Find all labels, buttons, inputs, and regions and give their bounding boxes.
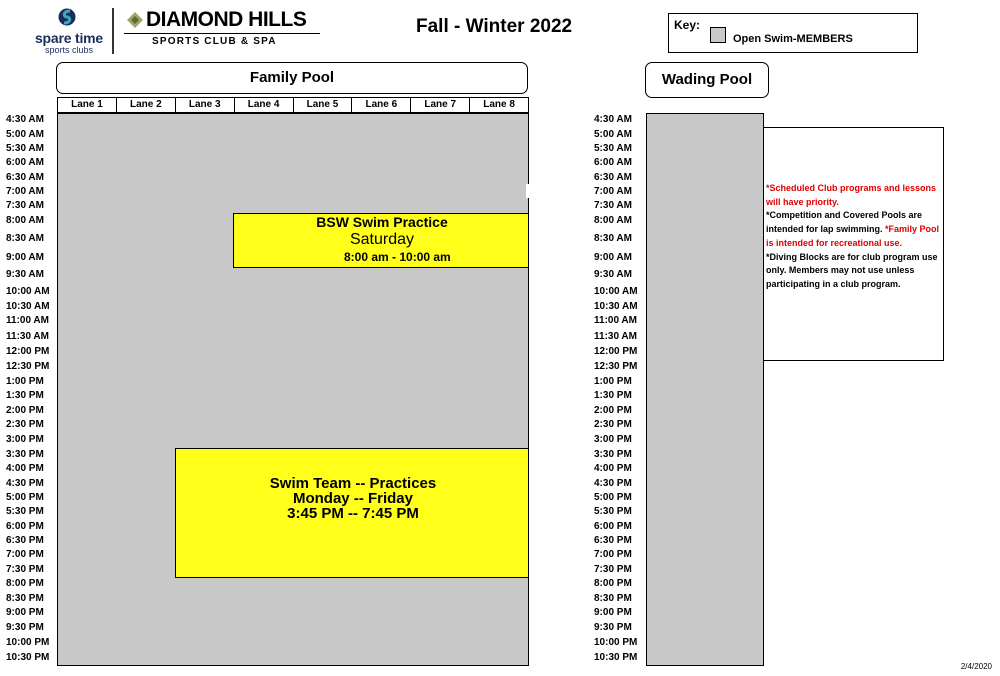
wading-pool-schedule (646, 113, 764, 666)
bsw-time: 8:00 am - 10:00 am (344, 250, 451, 264)
swim-team-time: 3:45 PM -- 7:45 PM (287, 505, 419, 522)
time-label: 6:30 PM (6, 535, 44, 546)
time-label: 11:00 AM (594, 315, 637, 326)
time-label: 10:30 PM (6, 652, 50, 663)
time-label: 8:30 PM (594, 593, 632, 604)
time-label: 6:00 AM (594, 157, 632, 168)
swim-team-days: Monday -- Friday (292, 490, 413, 507)
time-label: 10:30 PM (594, 652, 638, 663)
time-label: 12:00 PM (6, 346, 50, 357)
bsw-day: Saturday (349, 231, 415, 248)
logo-divider (112, 8, 114, 54)
bsw-title: BSW Swim Practice (316, 214, 448, 230)
time-label: 6:30 AM (6, 172, 44, 183)
time-label: 4:30 PM (594, 478, 632, 489)
lane-header-cell: Lane 7 (411, 98, 470, 112)
time-label: 6:00 AM (6, 157, 44, 168)
lane-header-cell: Lane 4 (235, 98, 294, 112)
time-label: 11:30 AM (6, 331, 49, 342)
time-label: 8:00 PM (6, 578, 44, 589)
time-label: 4:30 PM (6, 478, 44, 489)
time-label: 1:00 PM (6, 376, 44, 387)
time-label: 6:30 PM (594, 535, 632, 546)
time-label: 5:00 AM (594, 129, 632, 140)
time-label: 3:30 PM (6, 449, 44, 460)
time-label: 9:30 AM (6, 269, 44, 280)
time-label: 7:30 AM (594, 200, 632, 211)
lane-header-cell: Lane 2 (117, 98, 176, 112)
time-label: 8:30 AM (6, 233, 44, 244)
time-label: 8:00 PM (594, 578, 632, 589)
family-pool-title: Family Pool (56, 62, 528, 94)
logo2-title: DIAMOND HILLS (146, 8, 307, 31)
swim-team-practices-block (175, 448, 529, 578)
logo2-rule (124, 33, 320, 34)
diamond-icon (126, 11, 144, 29)
time-label: 8:00 AM (6, 215, 44, 226)
time-label: 5:30 AM (594, 143, 632, 154)
time-label: 1:00 PM (594, 376, 632, 387)
time-label: 9:30 PM (594, 622, 632, 633)
time-label: 10:30 AM (594, 301, 638, 312)
diamond-hills-logo (124, 10, 320, 52)
swim-team-title: Swim Team -- Practices (269, 475, 437, 492)
time-label: 12:30 PM (6, 361, 50, 372)
time-label: 4:30 AM (594, 114, 632, 125)
time-label: 7:00 PM (594, 549, 632, 560)
time-label: 1:30 PM (6, 390, 44, 401)
time-label: 7:30 PM (594, 564, 632, 575)
time-label: 4:00 PM (6, 463, 44, 474)
lane-header-cell: Lane 6 (352, 98, 411, 112)
lane-header-cell: Lane 3 (176, 98, 235, 112)
time-label: 6:00 PM (594, 521, 632, 532)
time-label: 9:30 AM (594, 269, 632, 280)
lane-header-cell: Lane 5 (294, 98, 353, 112)
time-label: 3:00 PM (6, 434, 44, 445)
time-label: 9:00 AM (6, 252, 44, 263)
time-label: 5:30 PM (6, 506, 44, 517)
legend-key (668, 13, 918, 53)
spare-time-swirl-icon (58, 8, 76, 30)
time-label: 10:00 AM (6, 286, 50, 297)
time-label: 7:30 AM (6, 200, 44, 211)
note-priority: *Scheduled Club programs and lessons will have priority. (766, 183, 937, 207)
open-swim-swatch (710, 27, 726, 43)
spare-time-logo (28, 8, 110, 54)
time-label: 9:30 PM (6, 622, 44, 633)
time-label: 9:00 AM (594, 252, 632, 263)
time-label: 3:30 PM (594, 449, 632, 460)
logo1-line1: spare time (34, 30, 104, 46)
time-label: 5:00 AM (6, 129, 44, 140)
time-label: 7:30 PM (6, 564, 44, 575)
document-date: 2/4/2020 (960, 662, 992, 671)
time-label: 4:30 AM (6, 114, 44, 125)
time-label: 12:30 PM (594, 361, 638, 372)
bsw-swim-practice-block (233, 213, 529, 268)
key-item-label: Open Swim-MEMBERS (733, 33, 853, 45)
lane-header-cell: Lane 8 (483, 99, 515, 110)
time-label: 6:00 PM (6, 521, 44, 532)
time-label: 7:00 PM (6, 549, 44, 560)
time-label: 10:30 AM (6, 301, 50, 312)
lane-header (57, 97, 529, 113)
logo1-line2: sports clubs (44, 45, 94, 55)
time-label: 8:30 PM (6, 593, 44, 604)
note-lap-swimming: *Competition and Covered Pools are intended for lap swimming. (766, 210, 923, 235)
time-label: 5:00 PM (594, 492, 632, 503)
time-label: 10:00 PM (6, 637, 50, 648)
time-label: 11:00 AM (6, 315, 49, 326)
time-label: 2:30 PM (594, 419, 632, 430)
time-label: 11:30 AM (594, 331, 637, 342)
time-label: 8:30 AM (594, 233, 632, 244)
note-diving-blocks: *Diving Blocks are for club program use only. Members may not use unless participating in a club program. (766, 251, 938, 289)
time-label: 3:00 PM (594, 434, 632, 445)
time-label: 5:00 PM (6, 492, 44, 503)
time-label: 5:30 PM (594, 506, 632, 517)
time-label: 5:30 AM (6, 143, 44, 154)
time-label: 2:00 PM (594, 405, 632, 416)
time-label: 7:00 AM (6, 186, 44, 197)
note-family-pool: *Family Pool is intended for recreational use. (766, 224, 940, 248)
time-label: 12:00 PM (594, 346, 638, 357)
grid-notch (526, 184, 530, 198)
time-label: 2:30 PM (6, 419, 44, 430)
time-label: 2:00 PM (6, 405, 44, 416)
time-label: 7:00 AM (594, 186, 632, 197)
time-label: 9:00 PM (594, 607, 632, 618)
time-label: 4:00 PM (594, 463, 632, 474)
logo2-subtitle: SPORTS CLUB & SPA (152, 36, 277, 47)
time-label: 10:00 PM (594, 637, 638, 648)
lane-header-cell: Lane 1 (58, 98, 117, 112)
time-label: 6:30 AM (594, 172, 632, 183)
season-title: Fall - Winter 2022 (416, 16, 573, 37)
time-label: 1:30 PM (594, 390, 632, 401)
time-label: 8:00 AM (594, 215, 632, 226)
family-pool-schedule (57, 113, 529, 666)
time-label: 9:00 PM (6, 607, 44, 618)
rules-notes (763, 127, 944, 361)
key-label: Key: (674, 18, 701, 32)
wading-pool-title: Wading Pool (645, 62, 769, 98)
time-label: 10:00 AM (594, 286, 638, 297)
